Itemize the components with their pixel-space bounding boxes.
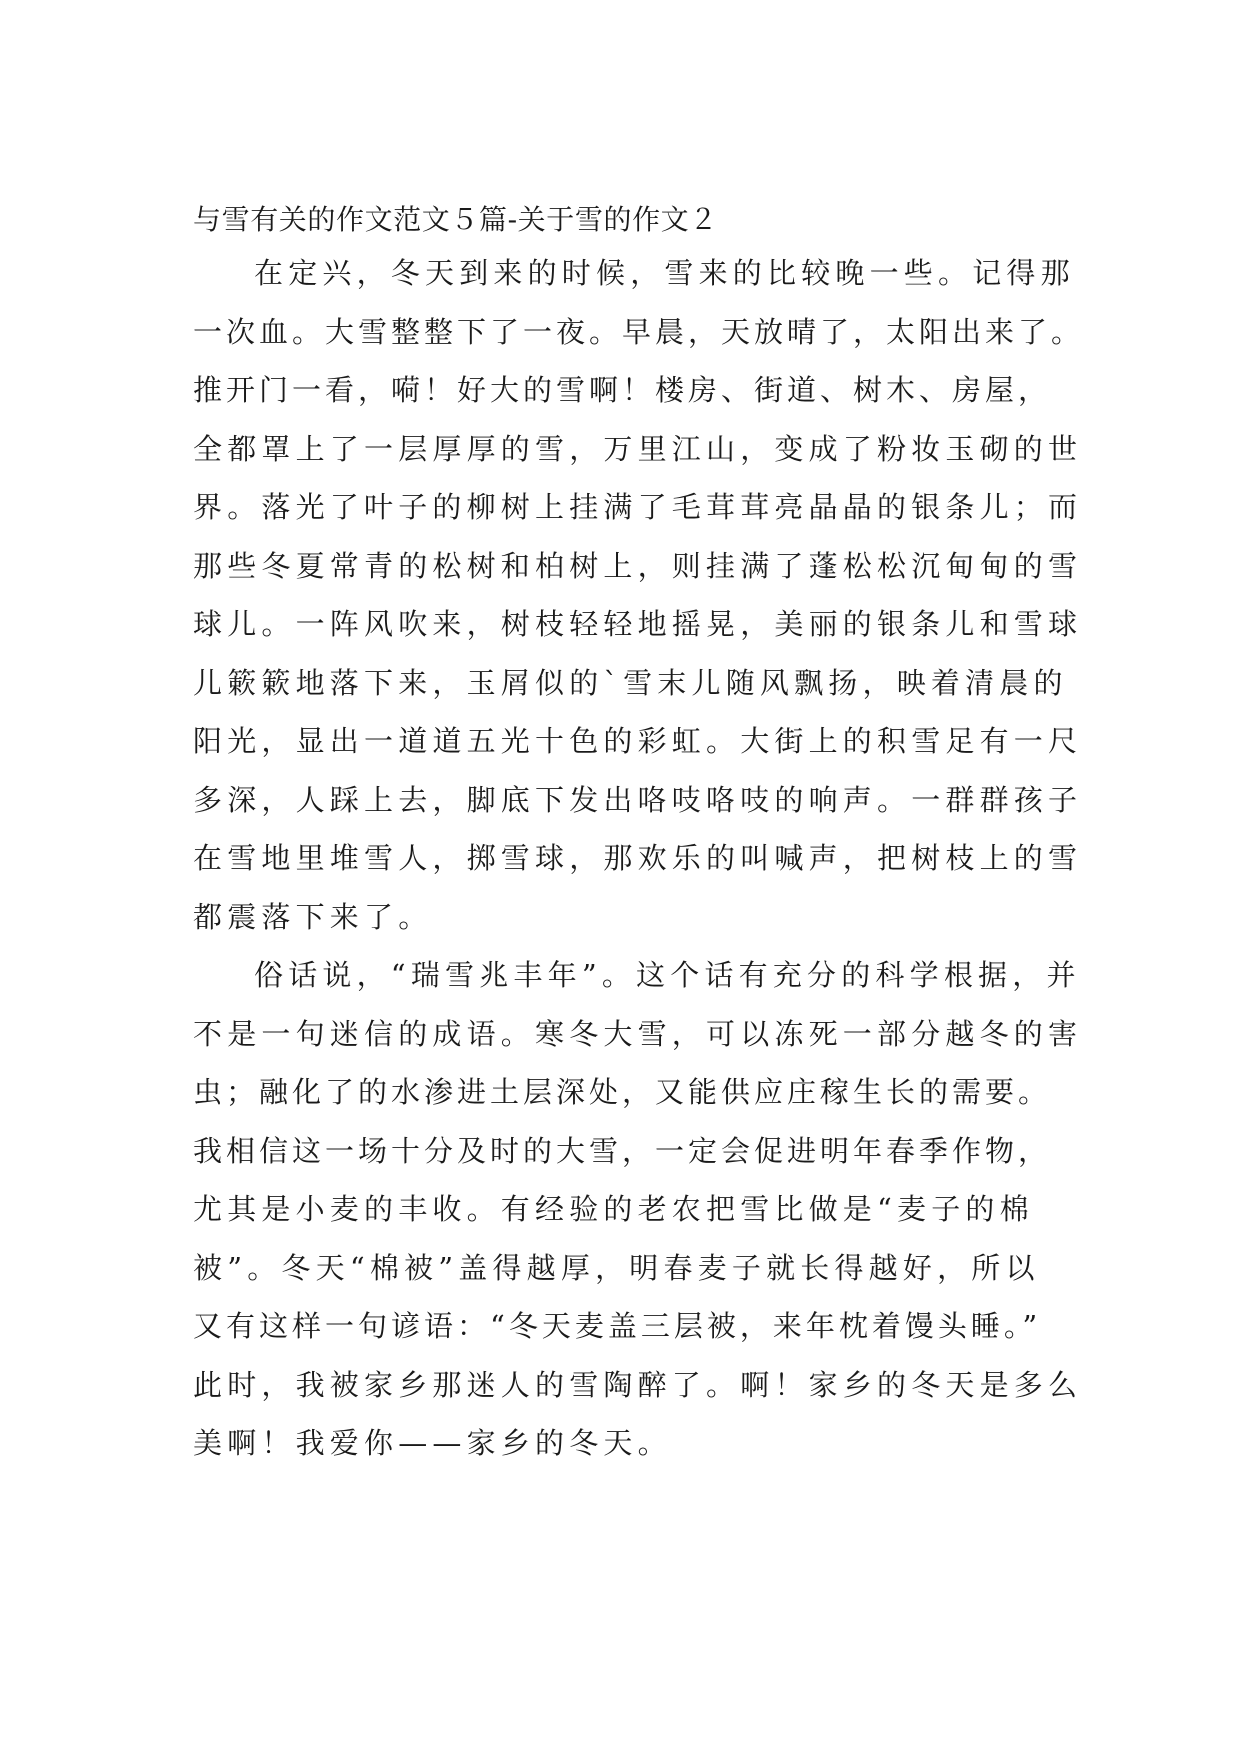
text-line: 在雪地里堆雪人，掷雪球，那欢乐的叫喊声，把树枝上的雪 — [193, 841, 1083, 875]
text-line: 球儿。一阵风吹来，树枝轻轻地摇晃，美丽的银条儿和雪球 — [193, 607, 1083, 641]
text-line: 阳光，显出一道道五光十色的彩虹。大街上的积雪足有一尺 — [193, 724, 1083, 758]
text-line: 虫；融化了的水渗进土层深处，又能供应庄稼生长的需要。 — [193, 1075, 1052, 1109]
document-body — [193, 196, 1085, 1473]
text-line: 被”。冬天“棉被”盖得越厚，明春麦子就长得越好，所以 — [193, 1250, 1040, 1285]
text-line: 又有这样一句谚语：“冬天麦盖三层被，来年枕着馒头睡。” — [193, 1309, 1042, 1343]
text-line: 美啊！我爱你——家乡的冬天。 — [193, 1426, 672, 1460]
text-line: 在定兴，冬天到来的时候，雪来的比较晚一些。记得那 — [254, 256, 1075, 290]
text-line: 不是一句迷信的成语。寒冬大雪，可以冻死一部分越冬的害 — [193, 1016, 1083, 1051]
text-line: 儿簌簌地落下来，玉屑似的`雪末儿随风飘扬，映着清晨的 — [193, 665, 1068, 700]
text-line: 推开门一看，嗬！好大的雪啊！楼房、街道、树木、房屋， — [193, 373, 1052, 407]
text-line: 都震落下来了。 — [193, 899, 433, 934]
text-line: 尤其是小麦的丰收。有经验的老农把雪比做是“麦子的棉 — [193, 1192, 1034, 1226]
text-line: 界。落光了叶子的柳树上挂满了毛茸茸亮晶晶的银条儿；而 — [193, 490, 1083, 524]
paragraph-2 — [193, 946, 1083, 1473]
paragraph-1 — [193, 244, 1085, 946]
text-line: 俗话说，“瑞雪兆丰年”。这个话有充分的科学根据，并 — [254, 958, 1081, 992]
text-line: 多深，人踩上去，脚底下发出咯吱咯吱的响声。一群群孩子 — [193, 782, 1083, 817]
document-title: 与雪有关的作文范文５篇-关于雪的作文２ — [193, 203, 718, 236]
text-line: 那些冬夏常青的松树和柏树上，则挂满了蓬松松沉甸甸的雪 — [193, 548, 1083, 583]
text-line: 一次血。大雪整整下了一夜。早晨，天放晴了，太阳出来了。 — [193, 314, 1085, 349]
text-line: 此时，我被家乡那迷人的雪陶醉了。啊！家乡的冬天是多么 — [193, 1367, 1083, 1402]
text-line: 全都罩上了一层厚厚的雪，万里江山，变成了粉妆玉砌的世 — [193, 431, 1083, 466]
text-line: 我相信这一场十分及时的大雪，一定会促进明年春季作物， — [193, 1133, 1052, 1168]
